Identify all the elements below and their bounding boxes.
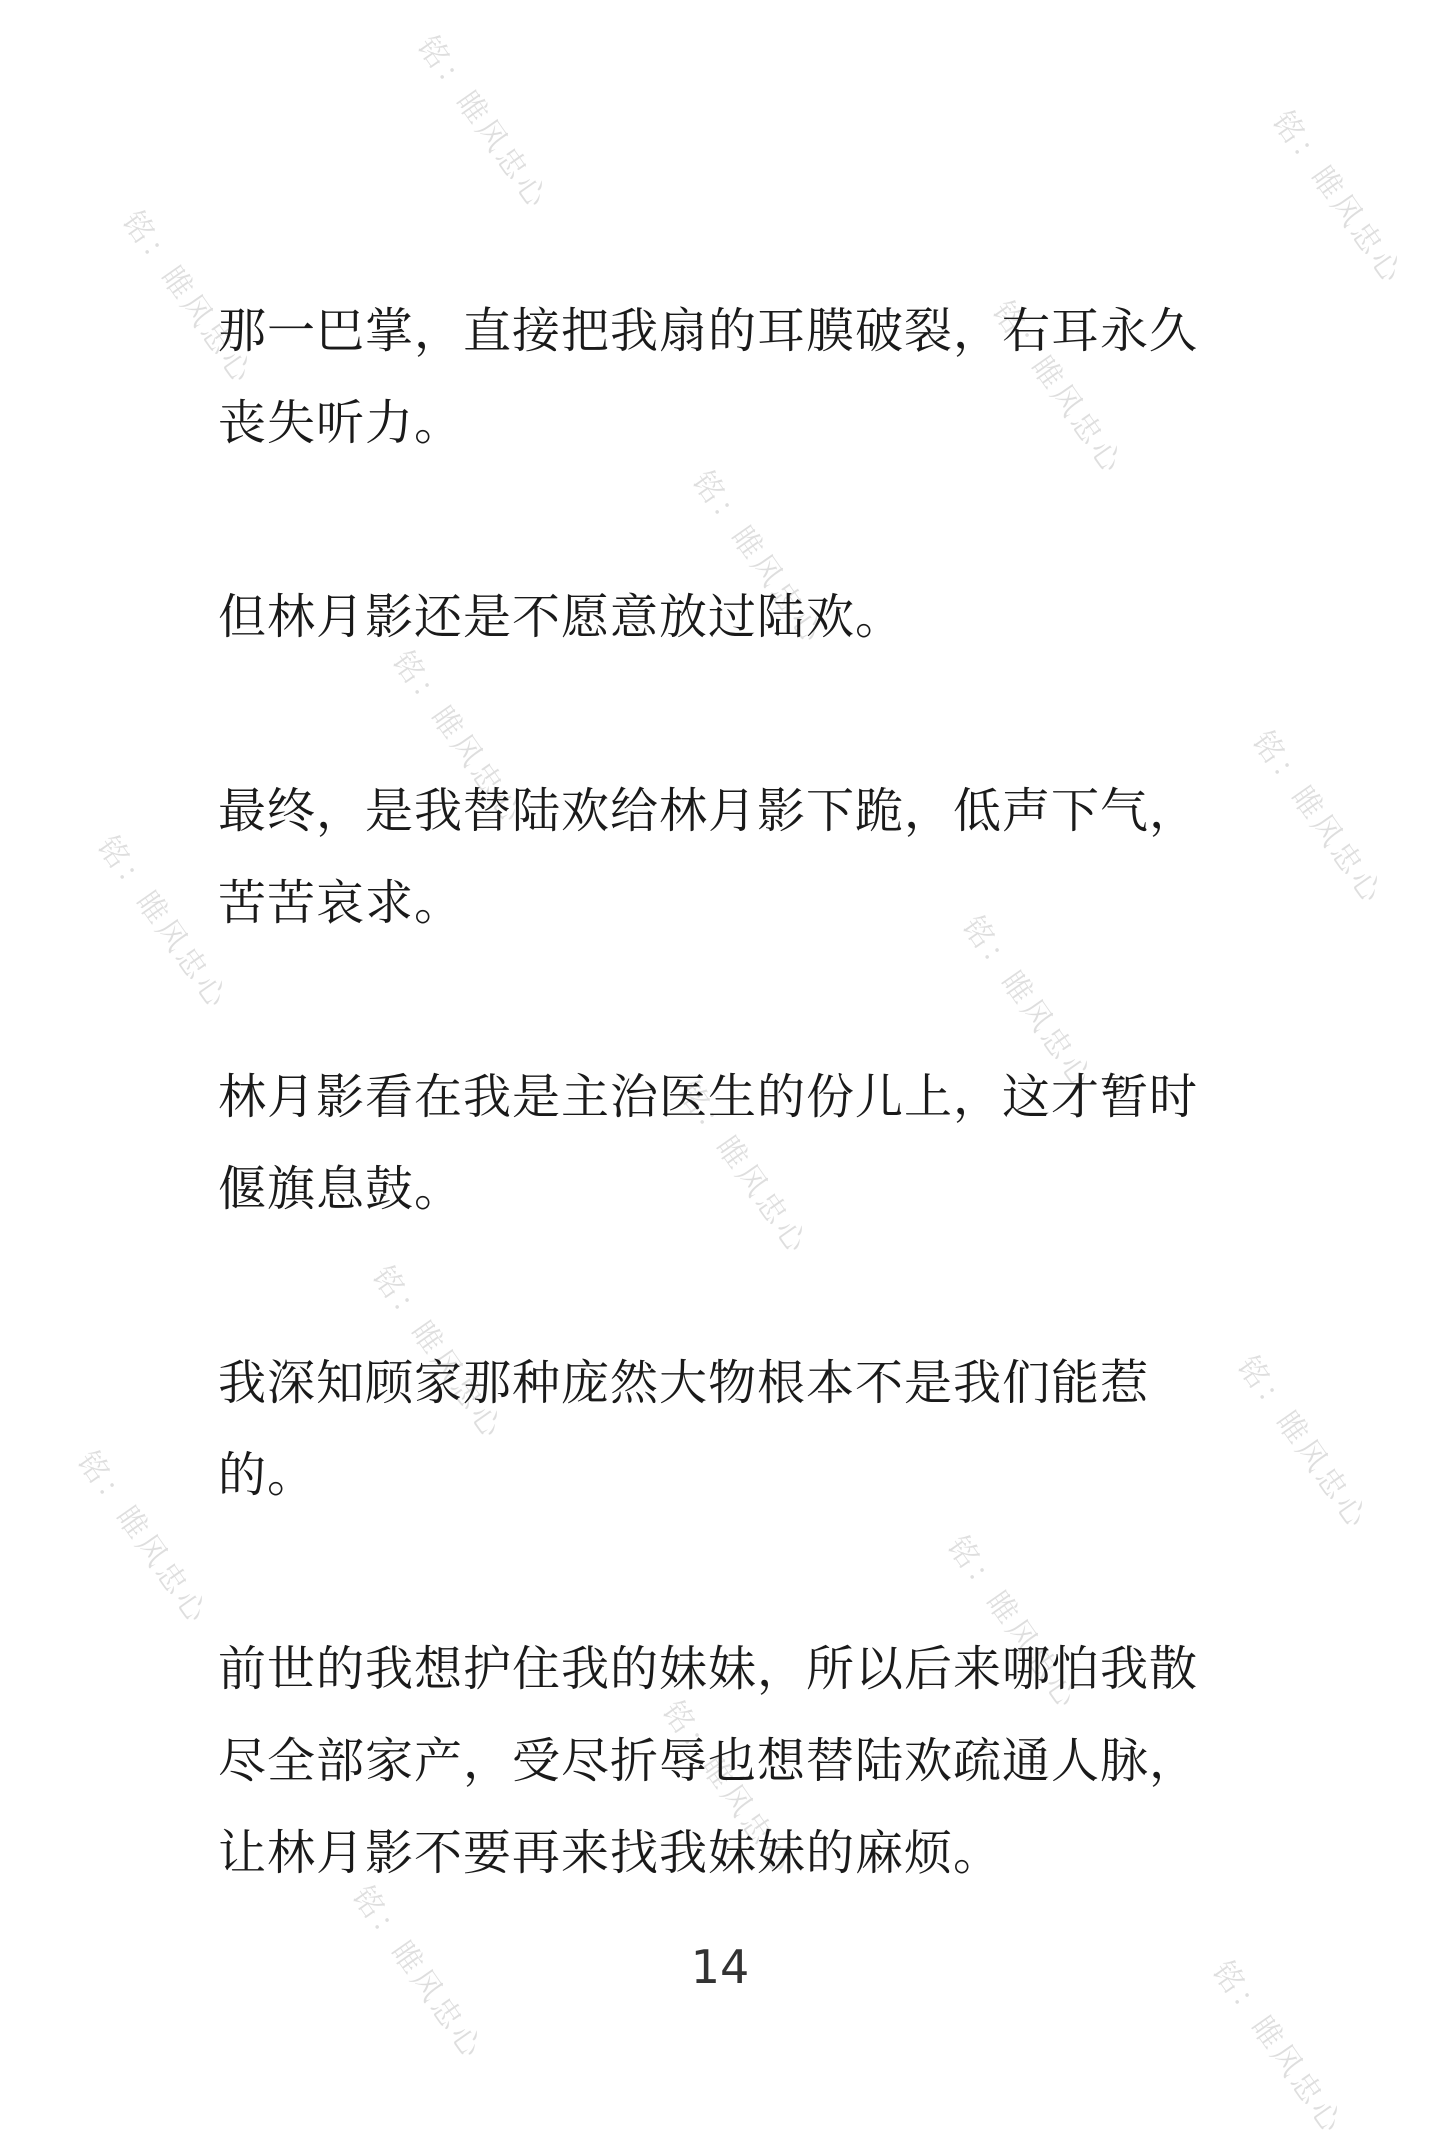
watermark: 铭：睢风忠心 bbox=[384, 644, 531, 832]
paragraph: 前世的我想护住我的妹妹，所以后来哪怕我散尽全部家产，受尽折辱也想替陆欢疏通人脉，让林月影不要再来找我妹妹的麻烦。 bbox=[218, 1641, 1199, 1881]
article-body bbox=[218, 285, 1228, 2001]
watermark: 铭：睢风忠心 bbox=[954, 909, 1101, 1097]
watermark: 铭：睢风忠心 bbox=[409, 29, 556, 217]
paragraph: 我深知顾家那种庞然大物根本不是我们能惹的。 bbox=[218, 1355, 1150, 1503]
paragraph: 最终，是我替陆欢给林月影下跪，低声下气，苦苦哀求。 bbox=[218, 783, 1199, 931]
watermark: 铭：睢风忠心 bbox=[939, 1529, 1086, 1717]
watermark: 铭：睢风忠心 bbox=[669, 1074, 816, 1262]
watermark: 铭：睢风忠心 bbox=[684, 464, 831, 652]
paragraph: 但林月影还是不愿意放过陆欢。 bbox=[218, 589, 905, 645]
watermark: 铭：睢风忠心 bbox=[364, 1259, 511, 1447]
watermark: 铭：睢风忠心 bbox=[654, 1694, 801, 1882]
paragraph: 那一巴掌，直接把我扇的耳膜破裂，右耳永久丧失听力。 bbox=[218, 303, 1199, 451]
watermark: 铭：睢风忠心 bbox=[984, 294, 1131, 482]
watermark: 铭：睢风忠心 bbox=[89, 829, 236, 1017]
watermark: 铭：睢风忠心 bbox=[1229, 1349, 1376, 1537]
watermark: 铭：睢风忠心 bbox=[1244, 724, 1391, 912]
page-number: 14 bbox=[690, 1940, 750, 1994]
paragraph: 林月影看在我是主治医生的份儿上，这才暂时偃旗息鼓。 bbox=[218, 1069, 1199, 1217]
watermark: 铭：睢风忠心 bbox=[344, 1879, 491, 2067]
watermark: 铭：睢风忠心 bbox=[1264, 104, 1411, 292]
watermark: 铭：睢风忠心 bbox=[69, 1444, 216, 1632]
watermark: 铭：睢风忠心 bbox=[1204, 1954, 1351, 2142]
watermark: 铭：睢风忠心 bbox=[114, 204, 261, 392]
